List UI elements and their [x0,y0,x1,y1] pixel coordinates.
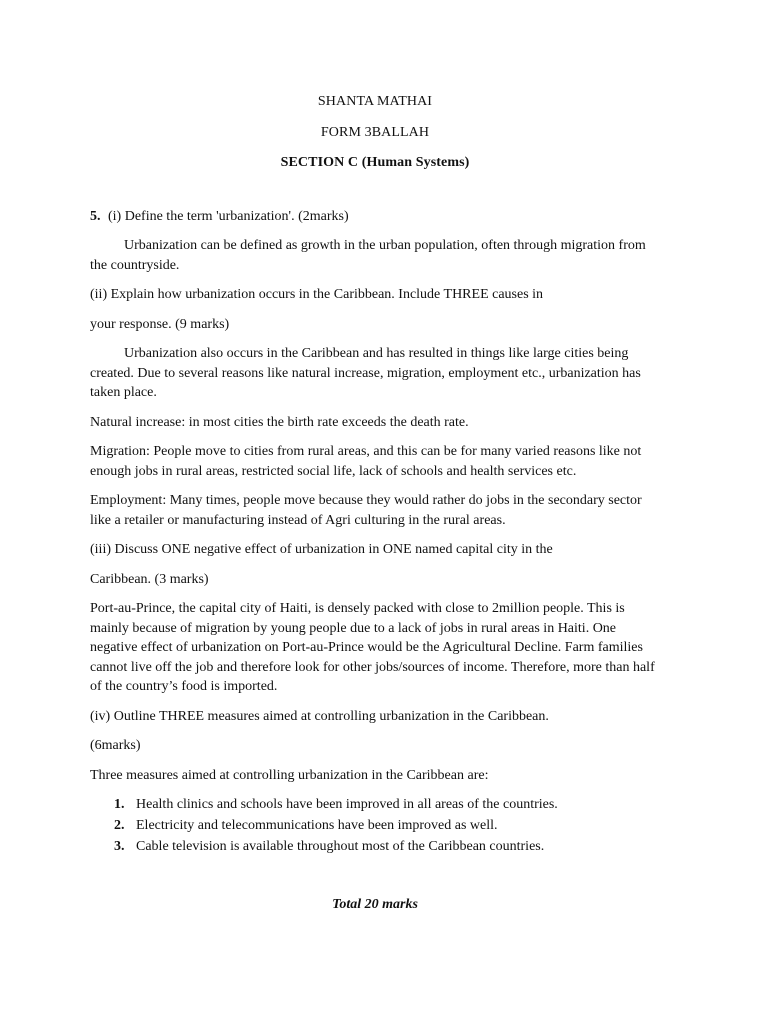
part-iv-line-2: (6marks) [90,738,141,753]
part-iii-line-2: Caribbean. (3 marks) [90,571,209,587]
list-item-number: 1. [114,797,125,812]
question-number: 5. [90,208,101,224]
part-ii-line-1: (ii) Explain how urbanization occurs in the Caribbean. Include THREE causes in [90,287,544,302]
part-iv-line-1: (iv) Outline THREE measures aimed at controlling urbanization in the Caribbean. [90,708,549,724]
student-name: SHANTA MATHAI [317,94,433,109]
total-marks: Total 20 marks [332,896,418,912]
part-i-text: (i) Define the term 'urbanization'. (2marks) [108,208,349,224]
list-item-text: Cable television is available throughout most of the Caribbean countries. [136,839,545,854]
question-5-part-i [90,207,660,227]
part-iii-line-1: (iii) Discuss ONE negative effect of urbanization in ONE named capital city in the [90,542,553,557]
answer-iii: Port-au-Prince, the capital city of Haiti, is densely packed with close to 2million people. This is mainly because of migration by young people due to a lack of jobs in rural areas in Haiti. One negative effect of urbanization on Port-au-Prince would be the Agricultural Decline. Farm families cannot live off the job and therefore look for other jobs/sources of income. Therefore, more than half of the country’s food is imported. [90,601,655,694]
list-item [90,816,660,836]
section-title: SECTION C (Human Systems) [280,155,470,170]
list-item-number: 3. [114,839,125,854]
cause-migration: Migration: People move to cities from rural areas, and this can be for many varied reasons like not enough jobs in rural areas, restricted social life, lack of schools and health services etc. [90,444,642,479]
answer-ii-intro: Urbanization also occurs in the Caribbean and has resulted in things like large cities being created. Due to several reasons like natural increase, migration, employment etc., urbanization has taken place. [90,346,641,400]
list-item-number: 2. [114,818,125,833]
list-item-text: Electricity and telecommunications have been improved as well. [136,818,498,833]
list-item [90,837,660,857]
answer-i: Urbanization can be defined as growth in the urban population, often through migration from the countryside. [90,238,646,273]
form-class: FORM 3BALLAH [320,124,430,140]
list-item [90,795,660,815]
measures-list [90,795,660,857]
answer-iv-intro: Three measures aimed at controlling urbanization in the Caribbean are: [90,767,489,783]
part-ii-line-2: your response. (9 marks) [90,316,230,332]
cause-employment: Employment: Many times, people move because they would rather do jobs in the secondary sector like a retailer or manufacturing instead of Agri culturing in the rural areas. [90,493,642,528]
list-item-text: Health clinics and schools have been improved in all areas of the countries. [136,797,558,812]
cause-natural-increase: Natural increase: in most cities the birth rate exceeds the death rate. [90,414,469,430]
